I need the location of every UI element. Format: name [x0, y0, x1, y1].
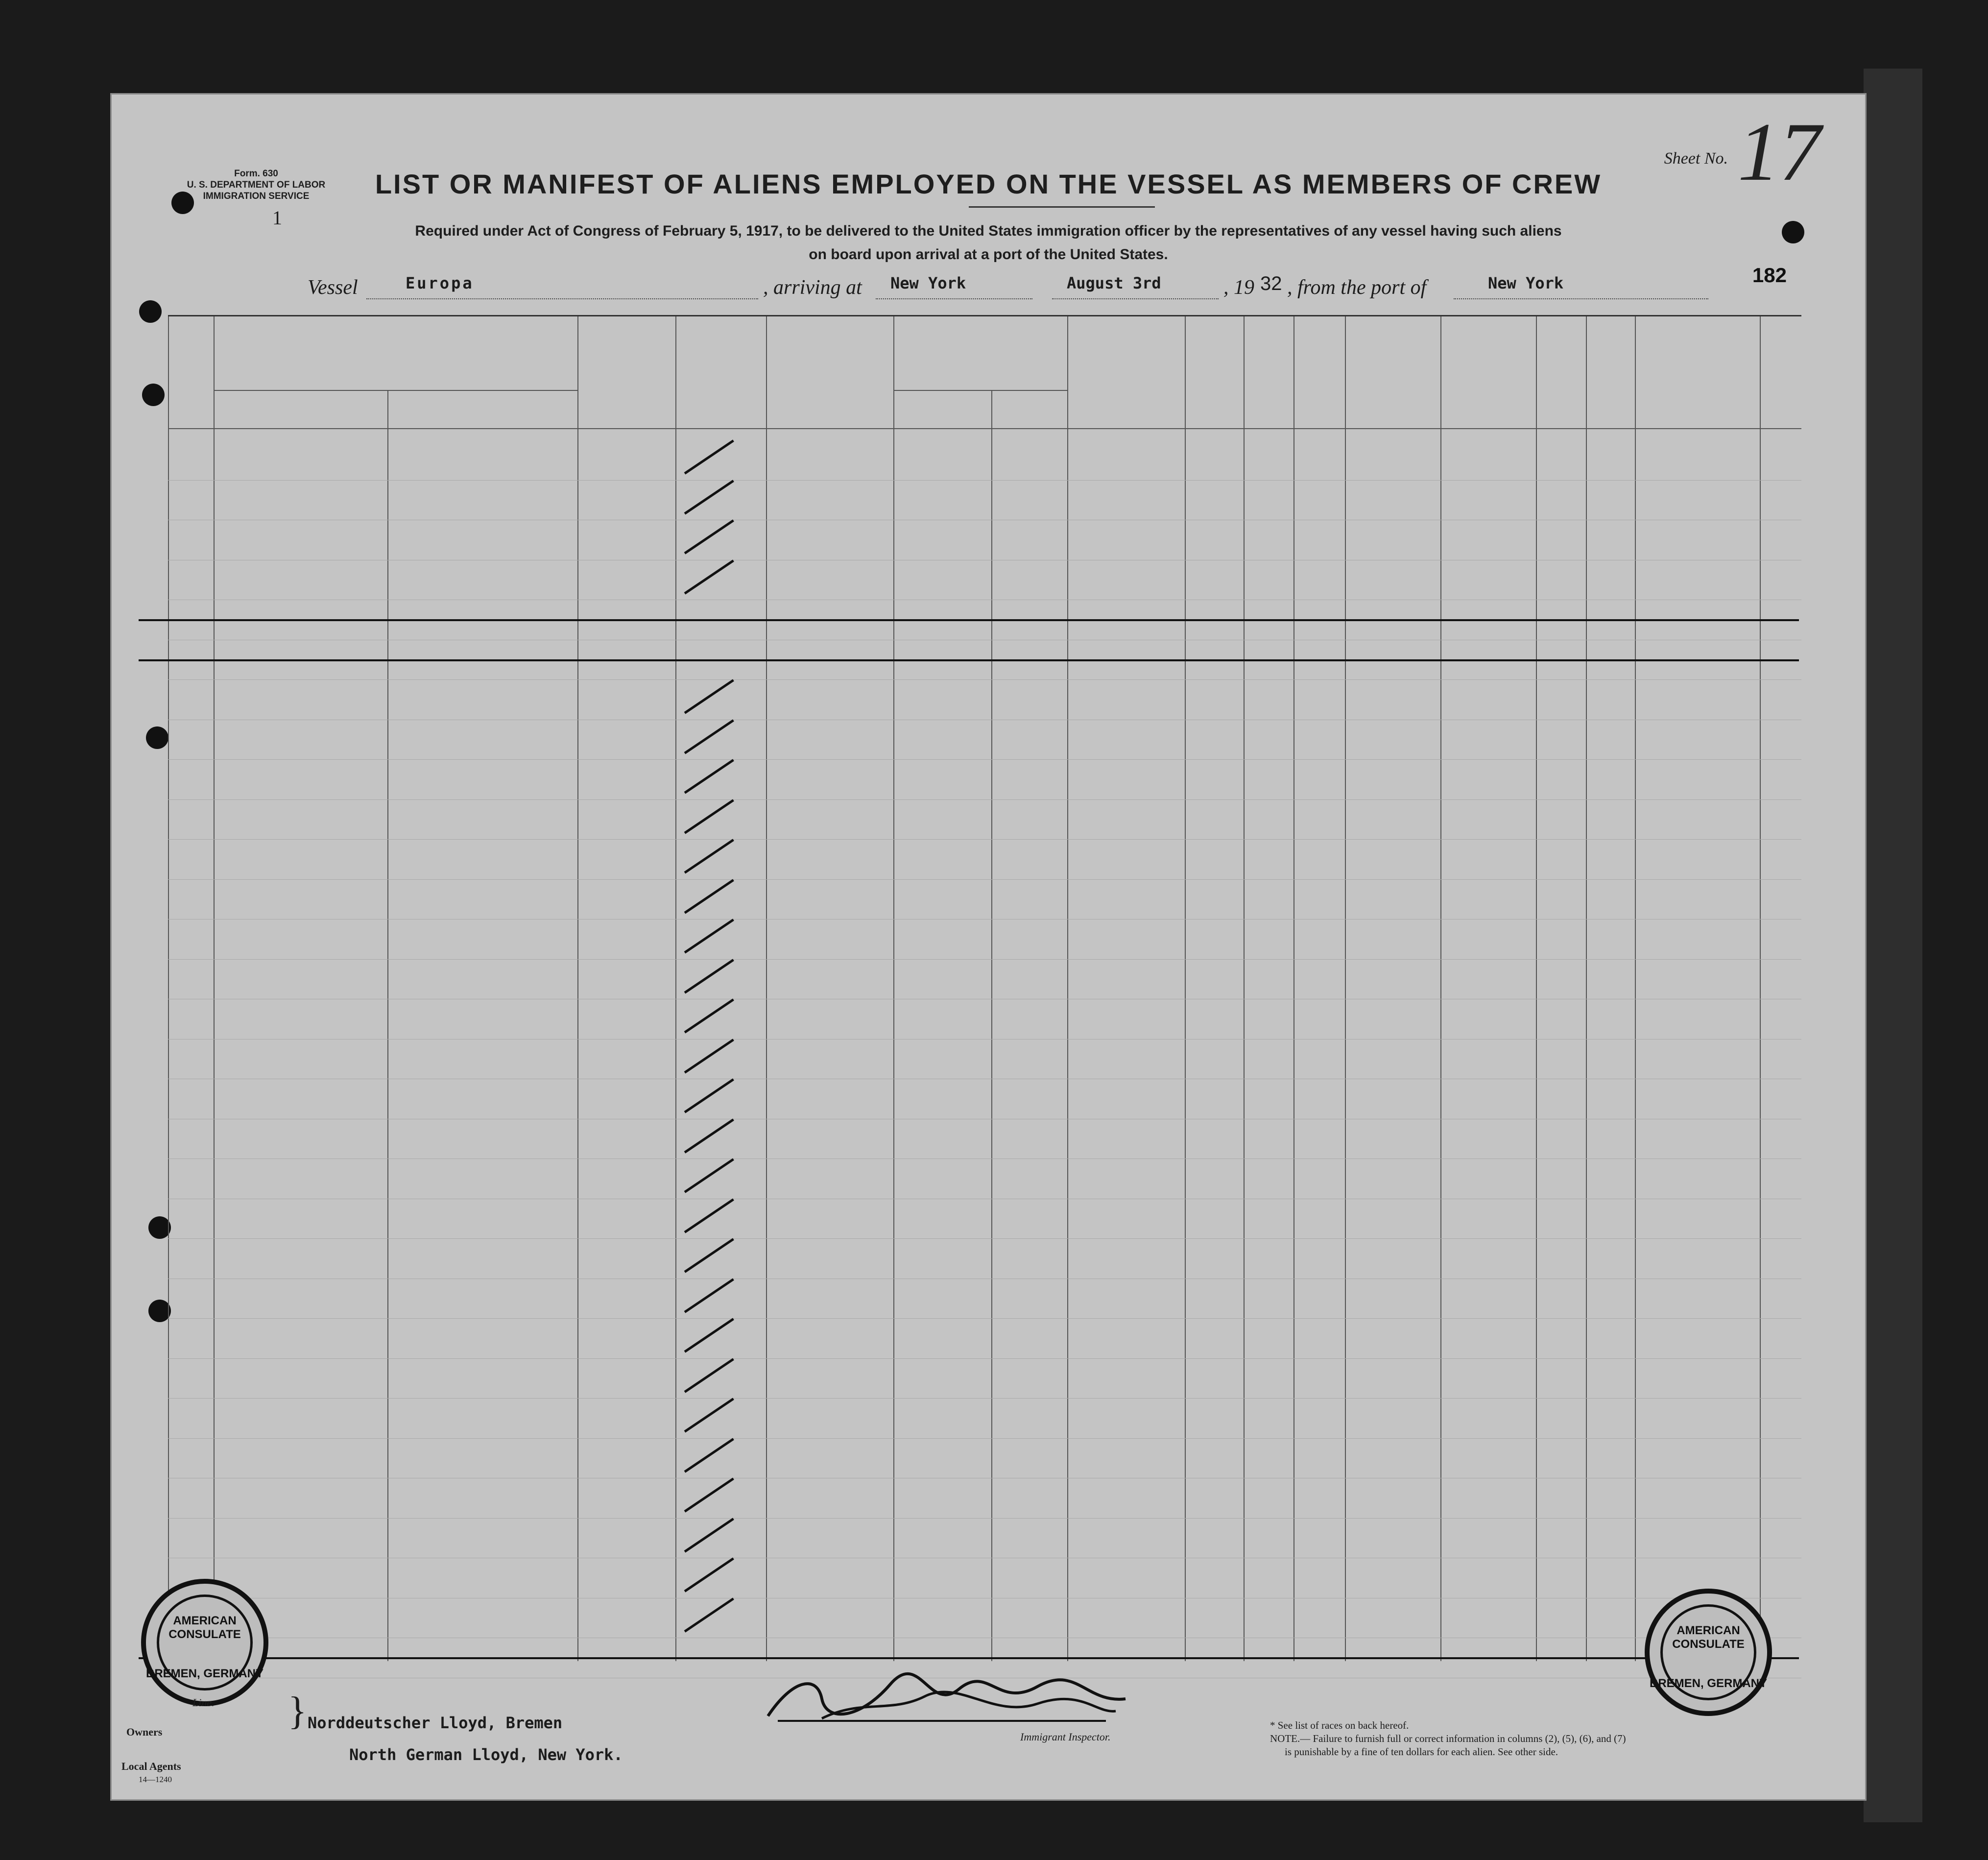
check-mark-icon: [684, 1039, 734, 1073]
from-port-label: , from the port of: [1287, 276, 1427, 299]
subheader-rule: [214, 390, 577, 391]
signature-drawing: [763, 1669, 1135, 1728]
check-mark-icon: [684, 1078, 734, 1113]
check-mark-icon: [684, 1158, 734, 1193]
sheet-number-label: Sheet No.: [1664, 149, 1728, 168]
manifest-table: [168, 315, 1801, 1661]
row-rule: [168, 1518, 1801, 1519]
subheader-rule: [893, 390, 1067, 391]
subtitle: [112, 219, 1865, 266]
row-rule: [168, 480, 1801, 481]
check-mark-icon: [684, 480, 734, 514]
inspector-label: Immigrant Inspector.: [1020, 1731, 1111, 1743]
check-mark-icon: [684, 1518, 734, 1552]
check-mark-icon: [684, 759, 734, 794]
row-rule: [168, 679, 1801, 680]
punch-hole: [146, 726, 168, 749]
arriving-label: , arriving at: [763, 276, 862, 299]
check-mark-icon: [684, 799, 734, 834]
check-mark-icon: [684, 1398, 734, 1432]
page-mark: 1: [272, 207, 282, 229]
header-rule: [168, 428, 1801, 429]
check-mark-icon: [684, 719, 734, 754]
arrival-date: August 3rd: [1067, 274, 1161, 292]
column-rule: [675, 316, 676, 1661]
strike-through-line: [139, 619, 1799, 621]
check-mark-icon: [684, 1597, 734, 1632]
service-name: IMMIGRATION SERVICE: [203, 191, 310, 201]
dotted-rule: [1454, 298, 1708, 299]
form-code: 14—1240: [139, 1775, 172, 1784]
check-mark-icon: [684, 559, 734, 594]
column-rule: [1635, 316, 1636, 1661]
sheet-number: 17: [1738, 106, 1821, 198]
check-mark-icon: [684, 839, 734, 873]
subtitle-line-1: Required under Act of Congress of February 5, 1917, to be delivered to the United States immigration officer by the representatives of any vessel having such aliens: [415, 223, 1562, 239]
check-mark-icon: [684, 1238, 734, 1273]
check-mark-icon: [684, 879, 734, 914]
row-rule: [168, 1238, 1801, 1239]
year: 32: [1260, 273, 1282, 294]
manifest-sheet: [110, 93, 1867, 1801]
brace: }: [288, 1690, 307, 1733]
owner-name: Norddeutscher Lloyd, Bremen: [308, 1714, 563, 1732]
dotted-rule: [366, 298, 758, 299]
check-mark-icon: [684, 1477, 734, 1512]
punch-hole: [142, 384, 165, 406]
check-mark-icon: [684, 519, 734, 554]
row-rule: [168, 759, 1801, 760]
row-rule: [168, 1398, 1801, 1399]
strike-through-line: [139, 659, 1799, 661]
column-rule: [387, 390, 388, 1661]
note-races: * See list of races on back hereof.: [1270, 1719, 1409, 1731]
consulate-seal-right: [1645, 1589, 1772, 1716]
strike-through-line: [139, 1657, 1799, 1659]
row-rule: [168, 1438, 1801, 1439]
subtitle-line-2: on board upon arrival at a port of the United States.: [809, 246, 1168, 263]
footnote: [1270, 1719, 1750, 1759]
check-mark-icon: [684, 918, 734, 953]
row-rule: [168, 1358, 1801, 1359]
note-penalty-1: NOTE.— Failure to furnish full or correct information in columns (2), (5), (6), and (7): [1270, 1733, 1626, 1744]
check-mark-icon: [684, 1557, 734, 1592]
line-label: Line.: [192, 1696, 215, 1709]
check-mark-icon: [684, 1278, 734, 1313]
signature: [763, 1669, 1135, 1728]
column-rule: [577, 316, 578, 1661]
column-rule: [1345, 316, 1346, 1661]
from-port: New York: [1488, 274, 1564, 292]
check-mark-icon: [684, 998, 734, 1033]
page-edge-shadow: [1864, 69, 1922, 1822]
row-rule: [168, 879, 1801, 880]
column-rule: [1586, 316, 1587, 1661]
title-rule: [969, 206, 1155, 208]
vessel-name: Europa: [406, 274, 474, 292]
column-rule: [991, 390, 992, 1661]
row-rule: [168, 1318, 1801, 1319]
row-rule: [168, 839, 1801, 840]
stamp-number: 182: [1752, 264, 1787, 287]
vessel-label: Vessel: [308, 276, 358, 299]
local-agents-label: Local Agents: [121, 1760, 181, 1772]
column-rule: [1440, 316, 1441, 1661]
arriving-port: New York: [890, 274, 966, 292]
note-penalty-2: is punishable by a fine of ten dollars for each alien. See other side.: [1285, 1746, 1558, 1758]
row-rule: [168, 799, 1801, 800]
column-rule: [1244, 316, 1245, 1661]
check-mark-icon: [684, 679, 734, 714]
column-rule: [893, 316, 894, 1661]
check-mark-icon: [684, 1118, 734, 1153]
department-name: U. S. DEPARTMENT OF LABOR: [187, 180, 326, 190]
check-mark-icon: [684, 959, 734, 993]
page-title: LIST OR MANIFEST OF ALIENS EMPLOYED ON THE VESSEL AS MEMBERS OF CREW: [375, 169, 1602, 199]
year-prefix: , 19: [1223, 276, 1254, 299]
owners-label: Owners: [126, 1726, 163, 1738]
column-rule: [1185, 316, 1186, 1661]
seal-top-text: AMERICAN CONSULATE: [1672, 1624, 1745, 1651]
dotted-rule: [1052, 298, 1219, 299]
check-mark-icon: [684, 1438, 734, 1473]
check-mark-icon: [684, 1318, 734, 1353]
seal-bottom-text: BREMEN, GERMANY: [146, 1667, 264, 1680]
form-number: Form. 630: [234, 169, 278, 179]
column-rule: [1760, 316, 1761, 1661]
seal-bottom-text: BREMEN, GERMANY: [1650, 1677, 1768, 1690]
check-mark-icon: [684, 1198, 734, 1233]
column-rule: [1067, 316, 1068, 1661]
check-mark-icon: [684, 1358, 734, 1393]
seal-top-text: AMERICAN CONSULATE: [168, 1614, 241, 1641]
column-rule: [1293, 316, 1294, 1661]
column-rule: [168, 316, 169, 1661]
consulate-seal-left: [141, 1579, 268, 1706]
column-rule: [766, 316, 767, 1661]
agent-name: North German Lloyd, New York.: [349, 1745, 623, 1764]
dotted-rule: [876, 298, 1032, 299]
check-mark-icon: [684, 439, 734, 474]
column-rule: [214, 316, 215, 1661]
row-rule: [168, 959, 1801, 960]
column-rule: [1536, 316, 1537, 1661]
